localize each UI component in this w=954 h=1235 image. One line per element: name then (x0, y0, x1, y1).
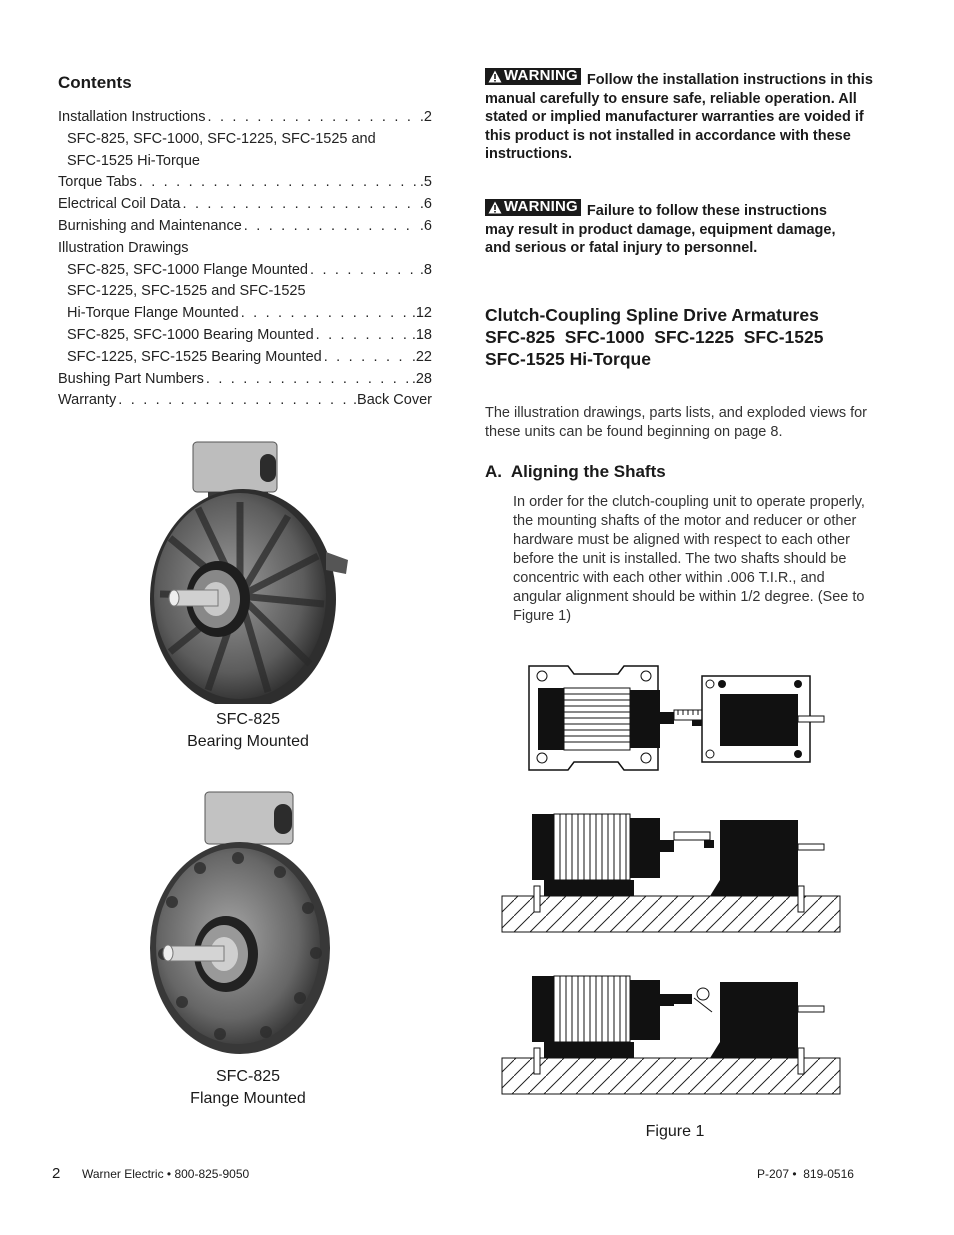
section-a-body: In order for the clutch-coupling unit to operate properly, the mounting shafts of the motor and reducer or other hardware must be aligned with respect to each other before the unit is installed. The two shafts should be concentric with each other within .006 T.I.R., and angular alignment should be within 1/2 degree. (See to Figure 1) (513, 494, 865, 624)
toc-entry (58, 107, 432, 129)
toc-entry-page: .28 (411, 370, 432, 387)
sfc-825-flange-mounted-photo (148, 788, 338, 1054)
toc-entry (58, 172, 432, 194)
toc-entry-page: .2 (419, 109, 432, 125)
footer-company: Warner Electric • 800-825-9050 (82, 1167, 250, 1181)
toc-entry-label: Illustration Drawings (58, 239, 189, 256)
toc-dot-leader (244, 216, 418, 238)
toc-entry-label: SFC-1525 Hi-Torque (67, 152, 200, 169)
toc-entry-label: Hi-Torque Flange Mounted (67, 305, 239, 322)
toc-entry-page: .Back Cover (353, 392, 432, 409)
toc-entry (58, 216, 432, 238)
heading-line-3: SFC-1525 Hi-Torque (485, 349, 651, 369)
figure-side-view-1 (502, 814, 840, 932)
section-heading (485, 304, 823, 370)
toc-entry-page: .6 (419, 217, 432, 234)
toc-entry-page: .12 (411, 305, 432, 322)
toc-entry-label: Electrical Coil Data (58, 196, 181, 213)
toc-entry-label: SFC-825, SFC-1000 Flange Mounted (67, 261, 308, 278)
toc-entry (58, 129, 432, 151)
toc-dot-leader (139, 172, 418, 194)
toc-entry (58, 303, 432, 325)
toc-dot-leader (206, 369, 410, 391)
section-a-title: A. Aligning the Shafts (485, 462, 666, 481)
contents-title: Contents (58, 73, 132, 92)
toc-dot-leader (183, 194, 418, 216)
toc-entry-page: .8 (419, 261, 432, 278)
toc-entry (58, 390, 432, 412)
bearing-caption-type: Bearing Mounted (187, 733, 309, 750)
toc-entry (58, 151, 432, 173)
warning-2 (485, 199, 857, 258)
figure-side-view-2 (502, 976, 840, 1094)
toc-entry-label: Burnishing and Maintenance (58, 217, 242, 234)
figure-1-shaft-alignment (498, 660, 844, 1100)
toc-entry-label: SFC-825, SFC-1000, SFC-1225, SFC-1525 and (67, 130, 376, 147)
footer-document-number: P-207 • 819-0516 (757, 1167, 854, 1181)
flange-caption-type: Flange Mounted (190, 1090, 306, 1107)
intro-paragraph: The illustration drawings, parts lists, and exploded views for these units can be found beginning on page 8. (485, 405, 868, 440)
warning-1 (485, 68, 873, 164)
toc-entry-page: .6 (419, 196, 432, 213)
page-number: 2 (52, 1165, 61, 1182)
warning-triangle-icon (488, 201, 502, 214)
heading-line-2: SFC-825 SFC-1000 SFC-1225 SFC-1525 (485, 327, 824, 347)
flange-caption-model: SFC-825 (215, 1068, 281, 1085)
heading-line-1: Clutch-Coupling Spline Drive Armatures (485, 305, 819, 325)
warning-2-text: Failure to follow these instructions may result in product damage, equipment damage, and serious or fatal injury to personnel. (485, 203, 836, 257)
toc-entry-page: .22 (411, 348, 432, 365)
toc-dot-leader (241, 303, 410, 325)
toc-entry (58, 194, 432, 216)
toc-entry (58, 347, 432, 369)
toc-entry-label: SFC-1225, SFC-1525 and SFC-1525 (67, 283, 306, 300)
figure-1-caption: Figure 1 (645, 1123, 705, 1140)
toc-entry-label: Installation Instructions (58, 109, 206, 125)
toc-entry-label: Warranty (58, 392, 117, 409)
toc-entry (58, 325, 432, 347)
sfc-825-bearing-mounted-photo (148, 434, 348, 704)
toc-entry-label: SFC-1225, SFC-1525 Bearing Mounted (67, 348, 322, 365)
warning-badge (485, 199, 581, 216)
table-of-contents (58, 107, 432, 412)
toc-entry (58, 281, 432, 303)
bearing-mounted-caption (118, 709, 378, 753)
toc-dot-leader (316, 325, 410, 347)
toc-entry (58, 238, 432, 260)
toc-dot-leader (118, 390, 351, 412)
toc-entry-page: .5 (419, 174, 432, 191)
toc-dot-leader (324, 347, 410, 369)
toc-entry-label: SFC-825, SFC-1000 Bearing Mounted (67, 326, 314, 343)
warning-triangle-icon (488, 70, 502, 83)
flange-mounted-caption (118, 1066, 378, 1110)
toc-entry-page: .18 (411, 326, 432, 343)
warning-label: WARNING (504, 198, 578, 216)
toc-entry-label: Bushing Part Numbers (58, 370, 204, 387)
toc-entry (58, 260, 432, 282)
warning-1-text: Follow the installation instructions in this manual carefully to ensure safe, reliable operation. All stated or implied manufacturer warranties are voided if this product is not installed in accordance with these instructions. (485, 72, 873, 163)
bearing-caption-model: SFC-825 (215, 711, 281, 728)
figure-top-view (529, 666, 824, 770)
toc-entry (58, 369, 432, 391)
toc-dot-leader (208, 107, 418, 129)
toc-dot-leader (310, 260, 418, 282)
warning-badge (485, 68, 581, 85)
toc-entry-label: Torque Tabs (58, 174, 137, 191)
warning-label: WARNING (504, 67, 578, 85)
